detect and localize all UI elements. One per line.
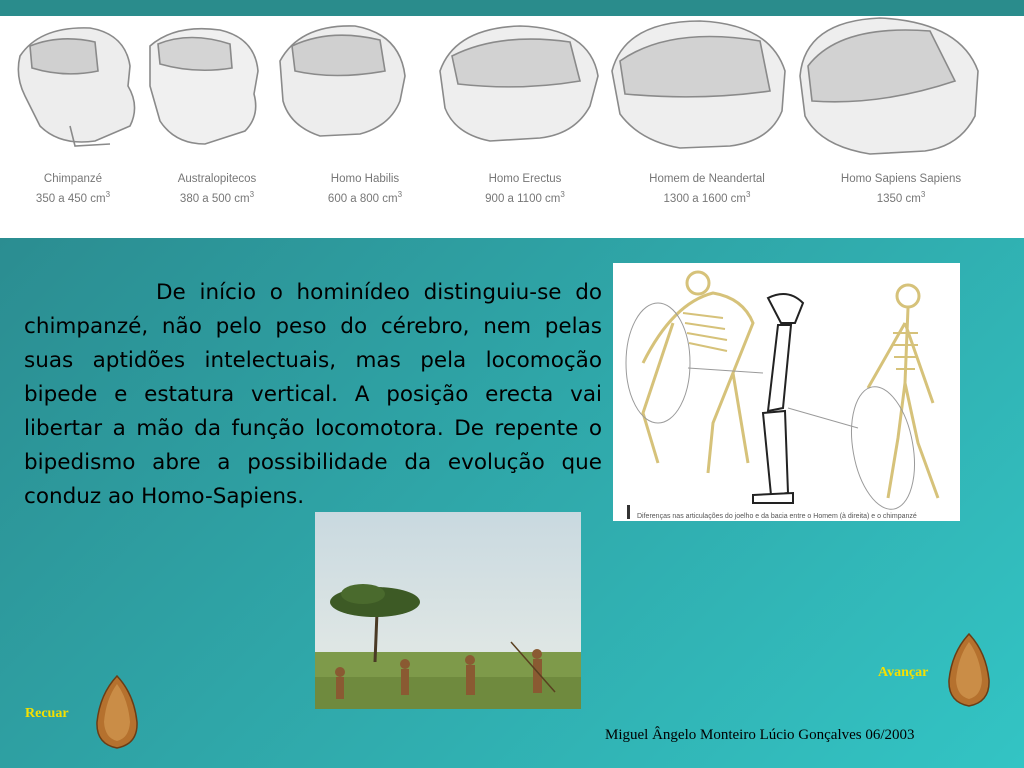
forward-stone-button[interactable] [946,632,992,712]
skull-name: Chimpanzé [43,173,103,185]
skull-label-australopithecus [142,172,292,207]
unit-superscript: 3 [105,190,111,199]
author-footer: Miguel Ângelo Monteiro Lúcio Gonçalves 06/2003 [605,727,915,743]
skull-name: Homo Sapiens Sapiens [840,173,962,185]
skull-name: Australopitecos [177,173,257,185]
skull-label-homo-sapiens [826,172,976,207]
homo-erectus-skull [440,26,598,141]
skull-label-chimpanzee [0,172,148,207]
skull-volume: 600 a 800 cm [327,192,398,205]
skeletons-drawing [613,263,960,521]
top-bar [0,0,1024,16]
unit-superscript: 3 [746,190,751,199]
skull-name: Homo Erectus [488,173,562,185]
skull-name: Homo Habilis [330,173,400,185]
back-stone-button[interactable] [94,674,140,754]
skull-volume: 380 a 500 cm [179,192,250,205]
skull-label-homo-erectus [450,172,600,207]
skull-volume: 900 a 1100 cm [485,192,561,205]
skulls-drawing [0,16,1024,166]
skull-name: Homem de Neandertal [649,173,765,185]
unit-superscript: 3 [397,190,403,199]
skull-comparison-image [0,16,1024,238]
unit-superscript: 3 [249,190,255,199]
skull-label-neanderthal [632,172,782,207]
australopithecus-skull [150,29,258,144]
skull-volume: 1300 a 1600 cm [663,192,747,205]
main-paragraph: De início o hominídeo distinguiu-se do chimpanzé, não pelo peso do cérebro, nem pelas suas aptidões intelectuais, mas pela locomoção bipede e estatura vertical. A posição erecta vai libertar a mão da função locomotora. De repente o bipedismo abre a possibilidade da evolução que conduz ao Homo-Sapiens. [24,280,602,509]
skeleton-caption: Diferenças nas articulações do joelho e da bacia entre o Homem (à direita) e o chimpanzé [637,513,917,520]
homo-sapiens-skull [800,18,978,154]
unit-superscript: 3 [920,190,926,199]
unit-superscript: 3 [560,190,565,199]
chimpanzee-skull [18,28,134,146]
hand-axe-icon [94,674,140,750]
skeleton-comparison-image [613,263,960,521]
skull-volume: 350 a 450 cm [35,192,106,205]
forward-link[interactable]: Avançar [878,665,929,680]
back-link[interactable]: Recuar [25,706,69,721]
homo-habilis-skull [280,26,405,136]
savanna-scene [315,512,581,709]
neanderthal-skull [612,21,785,148]
hand-axe-icon [946,632,992,708]
evolution-scene-image [315,512,581,709]
skull-volume: 1350 cm [876,192,921,205]
skull-label-homo-habilis [290,172,440,207]
